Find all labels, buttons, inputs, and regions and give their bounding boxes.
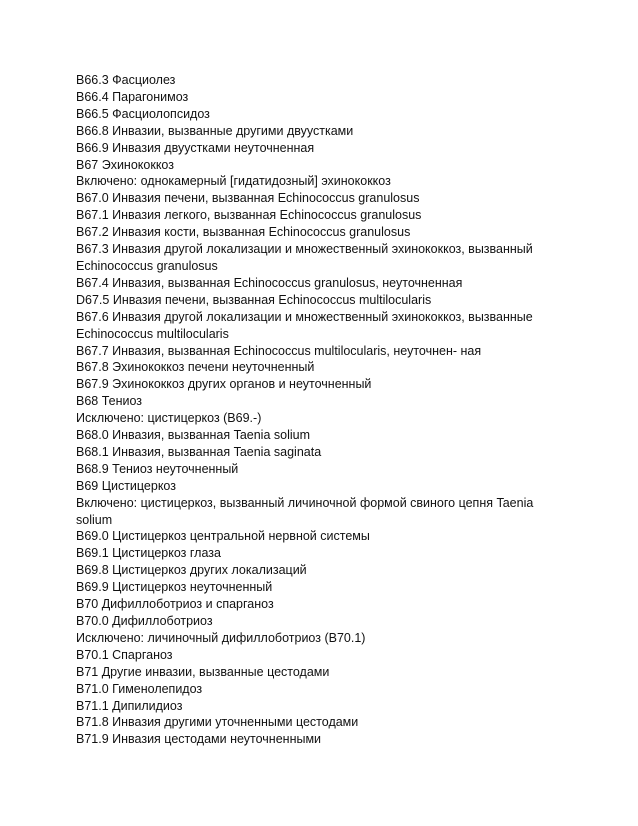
text-line: B69.1 Цистицеркоз глаза [76,546,221,561]
text-line: B70 Дифиллоботриоз и спарганоз [76,597,274,612]
text-line: B66.5 Фасциолопсидоз [76,106,210,121]
text-line: B67.6 Инвазия другой локализации и множественный эхинококкоз, вызванные [76,309,533,324]
text-line: B71.8 Инвазия другими уточненными цестодами [76,715,359,730]
text-line: B71.1 Дипилидиоз [76,698,183,713]
text-line: B71.0 Гименолепидоз [76,681,203,696]
text-line: B70.1 Спарганоз [76,647,173,662]
text-line: B66.3 Фасциолез [76,73,176,87]
text-line: B68.9 Тениоз неуточненный [76,461,239,476]
text-line: B70.0 Дифиллоботриоз [76,614,213,628]
text-line: B71.9 Инвазия цестодами неуточненными [76,732,322,747]
text-line: B68 Тениоз [76,394,143,409]
text-line: Включено: цистицеркоз, вызванный личиночной формой свиного цепня Taenia [76,495,534,510]
text-line: B68.0 Инвазия, вызванная Taenia solium [76,428,311,443]
text-line: B67 Эхинококкоз [76,157,174,172]
text-line: Включено: однокамерный [гидатидозный] эхинококкоз [76,174,391,189]
text-line: B67.3 Инвазия другой локализации и множественный эхинококкоз, вызванный [76,242,533,257]
text-line: B67.0 Инвазия печени, вызванная Echinococcus granulosus [76,191,420,206]
text-line: Echinococcus granulosus [76,258,218,273]
text-line: solium [76,512,113,527]
text-line: B66.8 Инвазии, вызванные другими двуустками [76,123,354,138]
text-line: B68.1 Инвазия, вызванная Taenia saginata [76,444,322,459]
text-line: B66.4 Парагонимоз [76,89,189,104]
text-line: B67.1 Инвазия легкого, вызванная Echinococcus granulosus [76,208,422,223]
text-line: B69.0 Цистицеркоз центральной нервной системы [76,529,370,544]
text-line: B69.8 Цистицеркоз других локализаций [76,563,307,578]
text-line: B69.9 Цистицеркоз неуточненный [76,580,273,595]
document-page [76,72,546,748]
text-line: Исключено: личиночный дифиллоботриоз (B70.1) [76,630,366,645]
text-line: B67.4 Инвазия, вызванная Echinococcus granulosus, неуточненная [76,275,463,290]
text-line: B69 Цистицеркоз [76,478,176,493]
text-line: B67.8 Эхинококкоз печени неуточненный [76,360,315,375]
text-line: B67.9 Эхинококкоз других органов и неуточненный [76,377,372,392]
text-line: Echinococcus multilocularis [76,326,229,341]
text-line: B67.7 Инвазия, вызванная Echinococcus multilocularis, неуточнен- ная [76,343,482,358]
text-line: B66.9 Инвазия двуустками неуточненная [76,140,315,155]
text-line: D67.5 Инвазия печени, вызванная Echinococcus multilocularis [76,292,432,307]
text-line: Исключено: цистицеркоз (B69.-) [76,411,262,426]
text-line: B71 Другие инвазии, вызванные цестодами [76,664,330,679]
text-line: B67.2 Инвазия кости, вызванная Echinococcus granulosus [76,225,411,240]
